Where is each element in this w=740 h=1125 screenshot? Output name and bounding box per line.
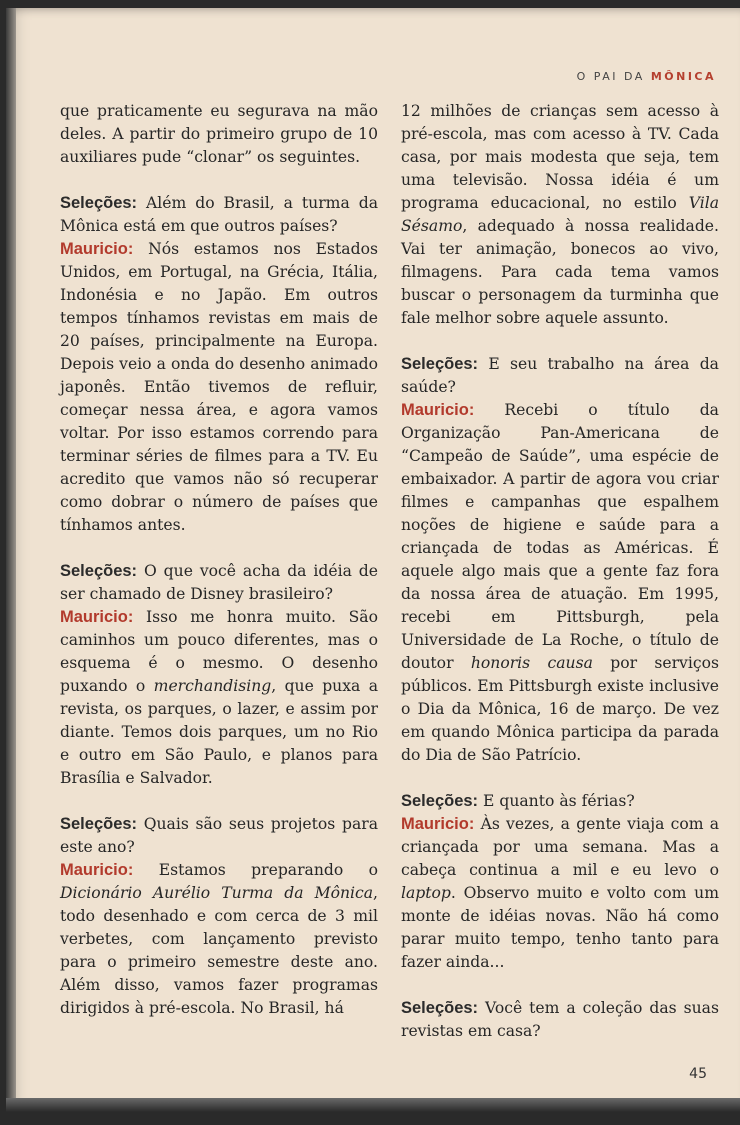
question-text: E seu trabalho na área da saúde? <box>401 355 719 396</box>
interview-block <box>401 790 719 974</box>
magazine-page <box>6 8 740 1112</box>
question-text: Quais são seus projetos para este ano? <box>60 815 378 856</box>
answer-text: Nós estamos nos Estados Unidos, em Portugal, na Grécia, Itália, Indonésia e no Japão. Em outros tempos tínhamos revistas em mais de 20 países, principalmente na Europa. Depois veio a onda do desenho animado japonês. Então tivemos de refluir, começar nessa área, e agora vamos voltar. Por isso estamos correndo para terminar séries de filmes para a TV. Eu acredito que vamos não só recuperar como dobrar o número de países que tínhamos antes. <box>60 240 378 534</box>
interview-block <box>401 353 719 767</box>
answer-text: Às vezes, a gente viaja com a criançada por uma semana. Mas a cabeça continua a mil e eu levo o <box>401 815 719 879</box>
answer-label: Mauricio: <box>401 815 475 833</box>
paragraph-text: , adequado à nossa realidade. Vai ter animação, bonecos ao vivo, filmagens. Para cada tema vamos buscar o personagem da turminha que fale melhor sobre aquele assunto. <box>401 217 719 327</box>
question-label: Seleções: <box>401 792 479 810</box>
right-column <box>401 100 719 1066</box>
interview-block <box>60 560 378 790</box>
answer-italic: merchandising <box>153 677 272 695</box>
question-text: O que você acha da idéia de ser chamado de Disney brasileiro? <box>60 562 378 603</box>
page-bottom-edge <box>6 1098 740 1112</box>
answer-text: por serviços públicos. Em Pittsburgh existe inclusive o Dia da Mônica, 16 de março. De vez em quando Mônica participa da parada do Dia de São Patrício. <box>401 654 719 764</box>
answer-text: , que puxa a revista, os parques, o lazer, e assim por diante. Temos dois parques, um no Rio e outro em São Paulo, e planos para Brasília e Salvador. <box>60 677 378 787</box>
running-head-prefix: O PAI DA <box>576 70 651 83</box>
running-head-accent: MÔNICA <box>650 70 716 83</box>
left-column <box>60 100 378 1043</box>
question-label: Seleções: <box>60 194 138 212</box>
answer-label: Mauricio: <box>60 861 134 879</box>
answer-text: Recebi o título da Organização Pan-Americana de “Campeão de Saúde”, uma espécie de embaixador. A partir de agora vou criar filmes e campanhas que espalhem noções de higiene e saúde para a criançada de todas as Américas. É aquele algo mais que a gente faz fora da nossa área de atuação. Em 1995, recebi em Pittsburgh, pela Universidade de La Roche, o título de doutor <box>401 401 719 672</box>
interview-block <box>60 192 378 537</box>
question-text: Você tem a coleção das suas revistas em casa? <box>401 999 719 1040</box>
question-label: Seleções: <box>60 815 138 833</box>
book-spine-shadow <box>6 8 16 1112</box>
page-number: 45 <box>689 1066 707 1082</box>
paragraph-text: 12 milhões de crianças sem acesso à pré-escola, mas com acesso à TV. Cada casa, por mais modesta que seja, tem uma televisão. Nossa idéia é um programa educacional, no estilo <box>401 102 719 212</box>
running-head <box>577 70 716 83</box>
answer-text: , todo desenhado e com cerca de 3 mil verbetes, com lançamento previsto para o primeiro semestre deste ano. Além disso, vamos fazer programas dirigidos à pré-escola. No Brasil, há <box>60 884 378 1017</box>
question-label: Seleções: <box>401 999 479 1017</box>
paragraph-italic: Vila Sésamo <box>401 194 719 235</box>
answer-italic: laptop <box>401 884 451 902</box>
answer-label: Mauricio: <box>60 608 134 626</box>
question-text: Além do Brasil, a turma da Mônica está em que outros países? <box>60 194 378 235</box>
answer-text: Isso me honra muito. São caminhos um pouco diferentes, mas o esquema é o mesmo. O desenho puxando o <box>60 608 378 695</box>
answer-italic: honoris causa <box>470 654 593 672</box>
paragraph <box>60 100 378 169</box>
question-label: Seleções: <box>401 355 479 373</box>
paragraph <box>401 100 719 330</box>
question-label: Seleções: <box>60 562 138 580</box>
interview-block <box>401 997 719 1043</box>
interview-block <box>60 813 378 1020</box>
answer-text: . Observo muito e volto com um monte de idéias novas. Não há como parar muito tempo, tenho tanto para fazer ainda... <box>401 884 719 971</box>
paragraph-text: que praticamente eu segurava na mão deles. A partir do primeiro grupo de 10 auxiliares pude “clonar” os seguintes. <box>60 102 378 166</box>
answer-text: Estamos preparando o <box>158 861 378 879</box>
question-text: E quanto às férias? <box>483 792 635 810</box>
answer-italic: Dicionário Aurélio Turma da Mônica <box>60 884 374 902</box>
answer-label: Mauricio: <box>60 240 134 258</box>
answer-label: Mauricio: <box>401 401 475 419</box>
